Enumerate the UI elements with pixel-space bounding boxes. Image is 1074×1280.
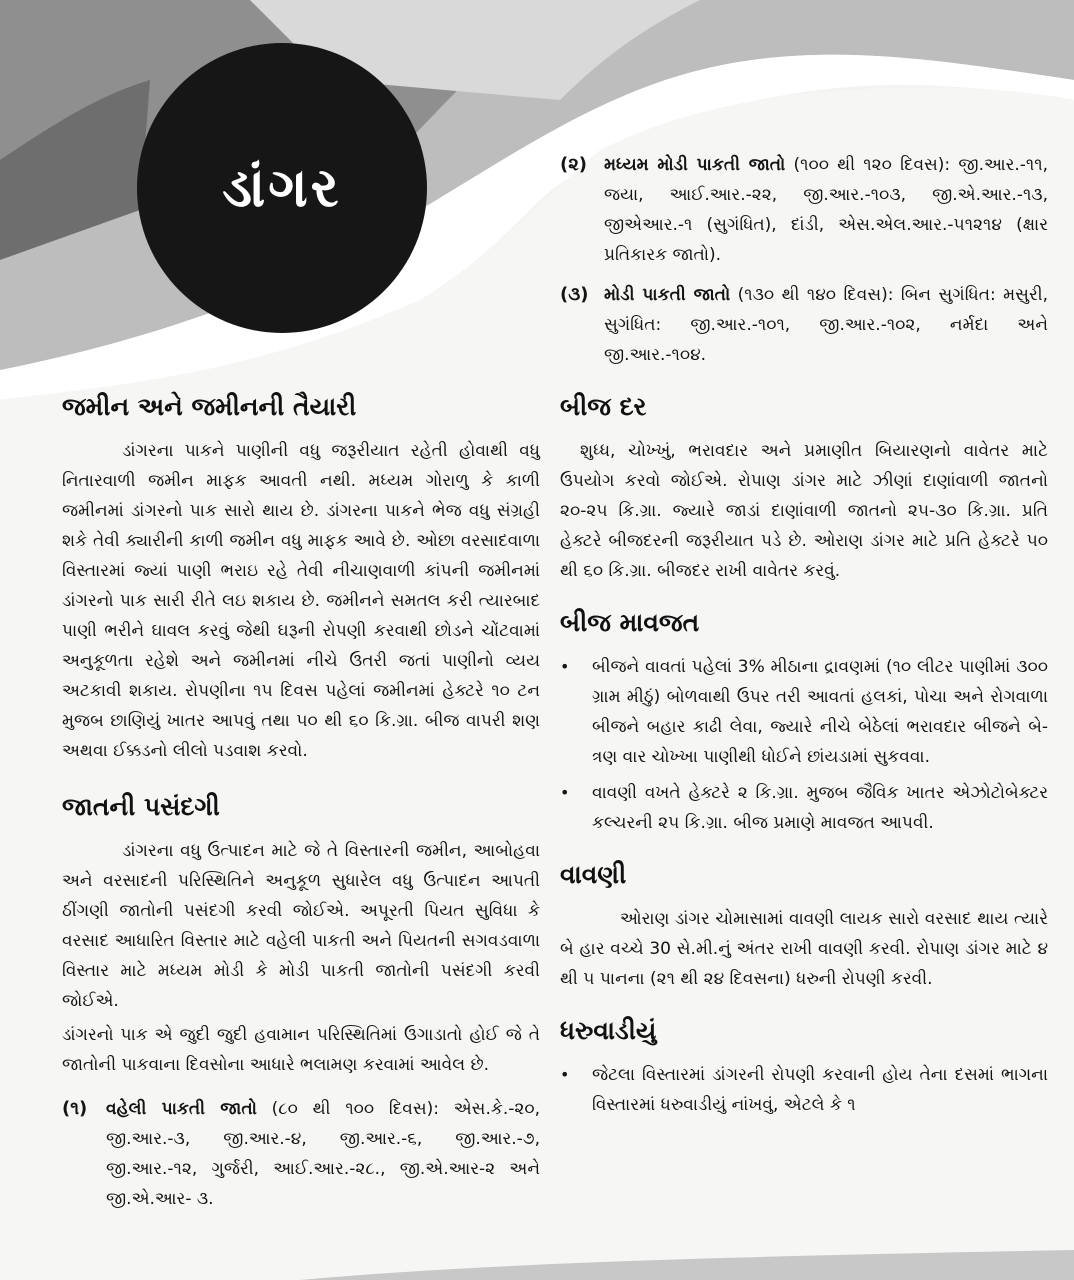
- right-column: [560, 150, 1048, 1126]
- variety-selection-paragraph-2: ડાંગરનો પાક એ જુદી જુદી હવામાન પરિસ્થિતિમાં ઉગાડાતો હોઈ જે તે જાતોની પાકવાના દિવસોના આધારે ભલામણ કરવામાં આવેલ છે.: [62, 1025, 540, 1075]
- item-text: [604, 280, 1048, 370]
- bullet-icon: •: [560, 657, 570, 676]
- title-circle: [137, 43, 427, 333]
- item-bold-label: મોડી પાકતી જાતો: [604, 285, 731, 305]
- bullet-icon: •: [560, 783, 570, 802]
- nursery-list: [560, 1060, 1048, 1120]
- bullet-icon: •: [560, 1065, 570, 1084]
- item-detail: (૧૦૦ થી ૧૨૦ દિવસ): જી.આર.-૧૧, જયા, આઈ.આર.-૨૨, જી.આર.-૧૦૩, જી.એ.આર.-૧૩, જીએઆર.-૧ (સુગંધિત), દાંડી, એસ.એલ.આર.-૫૧૨૧૪ (ક્ષાર પ્રતિકારક જાતો).: [604, 155, 1048, 265]
- medium-late-varieties-item: [560, 150, 1048, 270]
- item-detail: (૮૦ થી ૧૦૦ દિવસ): એસ.કે.-૨૦, જી.આર.-૩, જી.આર.-૪, જી.આર.-૬, જી.આર.-૭, જી.આર.-૧૨, ગુર્જરી, આઈ.આર.-૨૮., જી.એ.આર-૨ અને જી.એ.આર- ૩.: [106, 1099, 540, 1209]
- item-number: (૨): [560, 154, 588, 175]
- land-preparation-paragraph: ડાંગરના પાકને પાણીની વધુ જરૂરીયાત રહેતી હોવાથી વધુ નિતારવાળી જમીન માફક આવતી નથી. મધ્યમ ગોરાળુ કે કાળી જમીનમાં ડાંગરનો પાક સારો થાય છે. ડાંગરના પાકને ભેજ વધુ સંગ્રહી શકે તેવી ક્યારીની કાળી જમીન વધુ માફક આવે છે. ઓછા વરસાદવાળા વિસ્તારમાં જ્યાં પાણી ભરાઇ રહે તેવી નીચાણવાળી કાંપની જમીનમાં ડાંગરનો પાક સારી રીતે લઇ શકાય છે. જમીનને સમતલ કરી ત્યારબાદ પાણી ભરીને ઘાવલ કરવું જેથી ઘરૂની રોપણી કરવાથી છોડને ચોંટવામાં અનુકૂળતા રહેશે અને જમીનમાં નીચે ઉતરી જતાં પાણીનો વ્યય અટકાવી શકાય. રોપણીના ૧૫ દિવસ પહેલાં જમીનમાં હેક્ટરે ૧૦ ટન મુજબ છાણિયું ખાતર આપવું તથા ૫૦ થી ૬૦ કિ.ગ્રા. બીજ વાપરી શણ અથવા ઈક્કડનો લીલો પડવાશ કરવો.: [62, 441, 540, 761]
- seed-rate-heading: બીજ દર: [560, 392, 647, 421]
- nursery-heading: ધરુવાડીયું: [560, 1016, 657, 1045]
- list-item: [560, 652, 1048, 772]
- list-item-text: જેટલા વિસ્તારમાં ડાંગરની રોપણી કરવાની હોય તેના દસમાં ભાગના વિસ્તારમાં ધરુવાડીયું નાંખવું, એટલે કે ૧: [592, 1065, 1048, 1115]
- list-item-text: બીજને વાવતાં પહેલાં 3% મીઠાના દ્રાવણમાં (૧૦ લીટર પાણીમાં ૩૦૦ ગ્રામ મીઠું) બોળવાથી ઉપર તરી આવતાં હલકાં, પોચા અને રોગવાળા બીજને બહાર કાઢી લેવા, જ્યારે નીચે બેઠેલાં ભરાવદાર બીજને બે-ત્રણ વાર ચોખ્ખા પાણીથી ધોઈને છાંયડામાં સુકવવા.: [592, 657, 1048, 767]
- seed-treatment-heading: બીજ માવજત: [560, 608, 700, 637]
- item-text: [604, 150, 1048, 270]
- sowing-paragraph: ઓરાણ ડાંગર ચોમાસામાં વાવણી લાયક સારો વરસાદ થાય ત્યારે બે હાર વચ્ચે 30 સે.મી.નું અંતર રાખી વાવણી કરવી. રોપાણ ડાંગર માટે ૪ થી ૫ પાનના (૨૧ થી ૨૪ દિવસના) ધરુની રોપણી કરવી.: [560, 909, 1048, 989]
- list-item-text: વાવણી વખતે હેક્ટરે ૨ કિ.ગ્રા. મુજબ જૈવિક ખાતર એઝોટોબેક્ટર કલ્ચરની ૨૫ કિ.ગ્રા. બીજ પ્રમાણે માવજત આપવી.: [592, 783, 1048, 833]
- sowing-heading: વાવણી: [560, 860, 627, 889]
- late-varieties-item: [560, 280, 1048, 370]
- item-detail: (૧૩૦ થી ૧૪૦ દિવસ): બિન સુગંધિત: મસુરી, સુગંધિત: જી.આર.-૧૦૧, જી.આર.-૧૦૨, નર્મદા અને જી.આર.-૧૦૪.: [604, 285, 1048, 365]
- land-preparation-heading: જમીન અને જમીનની તૈયારી: [62, 392, 357, 421]
- item-text: [106, 1094, 540, 1214]
- page-title: ડાંગર: [222, 156, 342, 219]
- item-number: (૩): [560, 284, 589, 305]
- seed-rate-paragraph: શુધ્ધ, ચોખ્ખું, ભરાવદાર અને પ્રમાણીત બિયારણનો વાવેતર માટે ઉપયોગ કરવો જોઈએ. રોપાણ ડાંગર માટે ઝીણાં દાણાંવાળી જાતનો ૨૦-૨૫ કિ.ગ્રા. જ્યારે જાડાં દાણાંવાળી જાતનો ૨૫-૩૦ કિ.ગ્રા. પ્રતિ હેક્ટરે બીજદરની જરૂરીયાત પડે છે. ઓરાણ ડાંગર માટે પ્રતિ હેક્ટરે ૫૦ થી ૬૦ કિ.ગ્રા. બીજદર રાખી વાવેતર કરવું.: [560, 441, 1048, 581]
- item-bold-label: મધ્યમ મોડી પાકતી જાતો: [604, 155, 786, 175]
- list-item: [560, 1060, 1048, 1120]
- item-number: (૧): [62, 1098, 88, 1119]
- item-bold-label: વહેલી પાકતી જાતો: [106, 1099, 257, 1119]
- left-column: [62, 392, 540, 1224]
- early-varieties-item: [62, 1094, 540, 1214]
- variety-selection-paragraph: ડાંગરના વધુ ઉત્પાદન માટે જે તે વિસ્તારની જમીન, આબોહવા અને વરસાદની પરિસ્થિતિને અનુકૂળ સુધારેલ વધુ ઉત્પાદન આપતી ઠીંગણી જાતોની પસંદગી કરવી જોઈએ. અપૂરતી પિયત સુવિધા કે વરસાદ આધારિત વિસ્તાર માટે વહેલી પાકતી અને પિયતની સગવડવાળા વિસ્તાર માટે મધ્યમ મોડી કે મોડી પાકતી જાતોની પસંદગી કરવી જોઈએ.: [62, 841, 540, 1011]
- seed-treatment-list: [560, 652, 1048, 838]
- variety-selection-heading: જાતની પસંદગી: [62, 792, 220, 821]
- list-item: [560, 778, 1048, 838]
